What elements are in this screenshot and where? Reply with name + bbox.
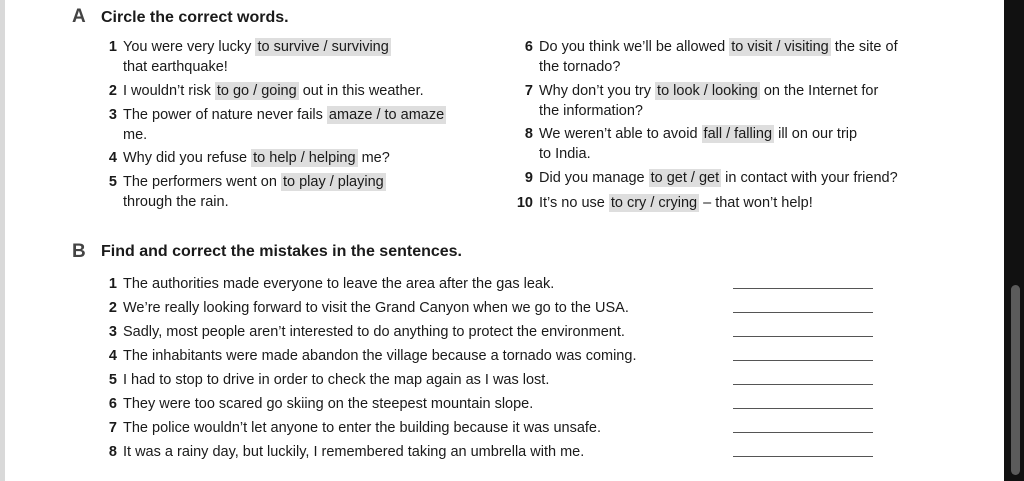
answer-line[interactable] <box>733 384 873 385</box>
sentence-text: the site of <box>830 39 898 55</box>
answer-line[interactable] <box>733 432 873 433</box>
item-line <box>123 192 229 212</box>
exercise-b-item <box>97 346 717 366</box>
section-a-title: Circle the correct words. <box>101 9 289 26</box>
item-number: 9 <box>524 170 533 186</box>
section-b-title: Find and correct the mistakes in the sentences. <box>101 243 462 260</box>
answer-choice[interactable]: amaze / to amaze <box>328 107 445 123</box>
item-line <box>123 37 391 57</box>
item-number: 5 <box>108 372 117 388</box>
sentence-text: Why don’t you try <box>539 83 656 99</box>
exercise-a-item <box>513 193 953 213</box>
item-line <box>123 125 147 145</box>
exercise-a-item <box>97 105 497 145</box>
answer-choice[interactable]: to look / looking <box>657 83 758 99</box>
sentence-text: I wouldn’t risk <box>123 83 215 99</box>
item-line <box>539 124 857 144</box>
item-line <box>123 81 424 101</box>
item-line <box>123 148 390 168</box>
sentence-text: to India. <box>539 146 591 162</box>
item-number: 7 <box>524 83 533 99</box>
sentence-text: The performers went on <box>123 174 281 190</box>
exercise-b-item <box>97 298 717 318</box>
sentence-text: You were very lucky <box>123 39 256 55</box>
sentence-text: The power of nature never fails <box>123 107 327 123</box>
sentence-text: through the rain. <box>123 194 229 210</box>
item-line <box>539 168 898 188</box>
answer-choice[interactable]: to cry / crying <box>610 195 698 211</box>
exercise-a-item <box>97 148 497 168</box>
item-number: 7 <box>108 420 117 436</box>
item-number: 6 <box>108 396 117 412</box>
sentence-text: that earthquake! <box>123 59 228 75</box>
exercise-b-item <box>97 274 717 294</box>
sentence-text: me? <box>357 150 390 166</box>
sentence-text: The inhabitants were made abandon the village because a tornado was coming. <box>123 348 637 364</box>
sentence-text: I had to stop to drive in order to check the map again as I was lost. <box>123 372 550 388</box>
item-line <box>539 37 898 57</box>
item-number: 10 <box>516 195 533 211</box>
answer-line[interactable] <box>733 336 873 337</box>
item-number: 3 <box>108 324 117 340</box>
answer-choice[interactable]: to visit / visiting <box>731 39 829 55</box>
answer-line[interactable] <box>733 456 873 457</box>
item-line <box>539 81 878 101</box>
item-line <box>539 101 643 121</box>
sentence-text: the information? <box>539 103 643 119</box>
item-number: 3 <box>108 107 117 123</box>
item-number: 8 <box>108 444 117 460</box>
exercise-a-item <box>513 37 953 77</box>
exercise-a-item <box>513 81 953 121</box>
sentence-text: out in this weather. <box>298 83 424 99</box>
sentence-text: ill on our trip <box>774 126 858 142</box>
item-line <box>539 57 620 77</box>
exercise-a-item <box>513 168 953 188</box>
exercise-b-item <box>97 370 717 390</box>
item-line <box>539 193 813 213</box>
item-line <box>123 172 386 192</box>
exercise-a-item <box>97 37 497 77</box>
exercise-a-item <box>97 81 497 101</box>
sentence-text: It’s no use <box>539 195 609 211</box>
item-number: 1 <box>108 39 117 55</box>
sentence-text: in contact with your friend? <box>721 170 898 186</box>
sentence-text: It was a rainy day, but luckily, I remembered taking an umbrella with me. <box>123 444 585 460</box>
sentence-text: Why did you refuse <box>123 150 252 166</box>
exercise-a-item <box>97 172 497 212</box>
item-number: 1 <box>108 276 117 292</box>
sentence-text: The authorities made everyone to leave the area after the gas leak. <box>123 276 555 292</box>
sentence-text: the tornado? <box>539 59 621 75</box>
sentence-text: me. <box>123 127 148 143</box>
page-left-edge <box>0 0 5 481</box>
sentence-text: on the Internet for <box>759 83 879 99</box>
item-number: 6 <box>524 39 533 55</box>
answer-choice[interactable]: to help / helping <box>253 150 356 166</box>
sentence-text: The police wouldn’t let anyone to enter the building because it was unsafe. <box>123 420 602 436</box>
sentence-text: – that won’t help! <box>699 195 813 211</box>
sentence-text: Sadly, most people aren’t interested to do anything to protect the environment. <box>123 324 625 340</box>
section-a-letter: A <box>72 6 86 27</box>
answer-choice[interactable]: to get / get <box>650 170 720 186</box>
answer-choice[interactable]: to play / playing <box>282 174 384 190</box>
item-line <box>123 57 228 77</box>
answer-choice[interactable]: to go / going <box>216 83 297 99</box>
exercise-a-item <box>513 124 953 164</box>
item-number: 2 <box>108 300 117 316</box>
exercise-b-item <box>97 394 717 414</box>
answer-choice[interactable]: to survive / surviving <box>257 39 389 55</box>
sentence-text: We’re really looking forward to visit the Grand Canyon when we go to the USA. <box>123 300 629 316</box>
answer-line[interactable] <box>733 288 873 289</box>
sentence-text: Did you manage <box>539 170 649 186</box>
exercise-b-item <box>97 322 717 342</box>
answer-line[interactable] <box>733 408 873 409</box>
sentence-text: We weren’t able to avoid <box>539 126 702 142</box>
exercise-b-item <box>97 418 717 438</box>
item-number: 4 <box>108 150 117 166</box>
item-line <box>539 144 591 164</box>
item-line <box>123 105 446 125</box>
answer-choice[interactable]: fall / falling <box>703 126 773 142</box>
item-number: 4 <box>108 348 117 364</box>
scrollbar-thumb[interactable] <box>1011 285 1020 475</box>
section-b-letter: B <box>72 241 86 262</box>
item-number: 8 <box>524 126 533 142</box>
answer-line[interactable] <box>733 360 873 361</box>
item-number: 2 <box>108 83 117 99</box>
sentence-text: They were too scared go skiing on the steepest mountain slope. <box>123 396 534 412</box>
sentence-text: Do you think we’ll be allowed <box>539 39 730 55</box>
answer-line[interactable] <box>733 312 873 313</box>
item-number: 5 <box>108 174 117 190</box>
exercise-b-item <box>97 442 717 462</box>
